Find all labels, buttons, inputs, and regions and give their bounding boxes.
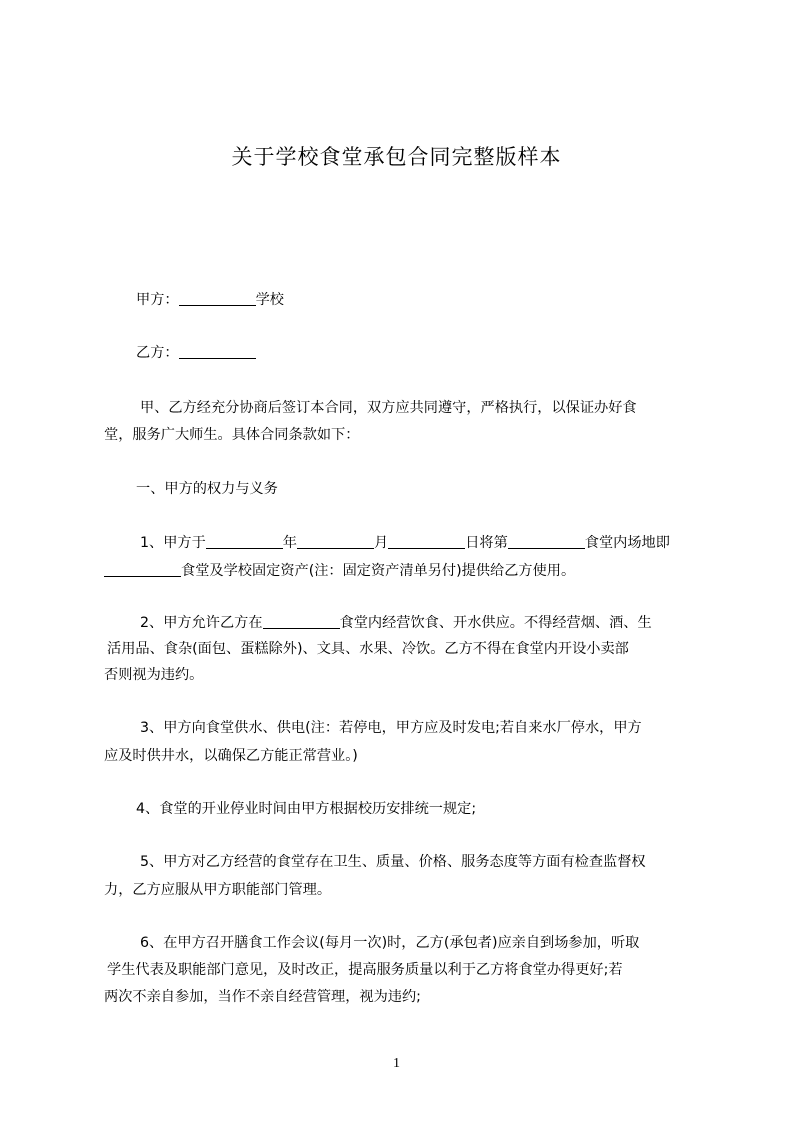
party-a-suffix: 学校 [255,292,284,308]
clause-2-prefix: 2、甲方允许乙方在 [140,615,263,631]
clause-3-line-1: 3、甲方向食堂供水、供电(注：若停电，甲方应及时发电;若自来水厂停水，甲方 [140,720,642,736]
page-number: 1 [393,1056,400,1071]
intro-line-1: 甲、乙方经充分协商后签订本合同，双方应共同遵守，严格执行，以保证办好食 [140,400,637,416]
clause-2-line-2: 活用品、食杂(面包、蛋糕除外)、文具、水果、冷饮。乙方不得在食堂内开设小卖部 [107,641,629,657]
clause-2-line-1-rest: 食堂内经营饮食、开水供应。不得经营烟、酒、生 [339,615,652,631]
clause-2-line-3: 否则视为违约。 [104,667,204,683]
clause-1-canteen-blank [104,560,181,577]
clause-1-year-blank [206,532,283,549]
clause-3-line-2: 应及时供井水，以确保乙方能正常营业。) [104,748,358,764]
clause-1-line-1 [140,529,750,557]
party-a-line [136,286,746,314]
clause-6-line-1: 6、在甲方召开膳食工作会议(每月一次)时，乙方(承包者)应亲自到场参加，听取 [140,935,640,951]
section-heading: 一、甲方的权力与义务 [136,481,278,497]
clause-1-day-text: 日将第 [465,535,508,551]
party-a-label: 甲方： [136,292,179,308]
party-b-blank [179,342,256,359]
clause-1-prefix: 1、甲方于 [140,535,206,551]
clause-1-month-blank [297,532,374,549]
clause-1-line-2 [104,557,714,585]
clause-1-day-blank [388,532,465,549]
clause-6-line-2: 学生代表及职能部门意见，及时改正，提高服务质量以利于乙方将食堂办得更好;若 [107,962,623,978]
clause-1-venue-text: 食堂内场地即 [584,535,670,551]
clause-1-year: 年 [282,535,297,551]
intro-line-2: 堂，服务广大师生。具体合同条款如下： [104,427,360,443]
party-b-label: 乙方： [136,345,179,361]
clause-5-line-1: 5、甲方对乙方经营的食堂存在卫生、质量、价格、服务态度等方面有检查监督权 [140,854,646,870]
clause-1-line-2-text: 食堂及学校固定资产(注：固定资产清单另付)提供给乙方使用。 [181,563,576,579]
clause-2-blank [263,612,340,629]
clause-6-line-3: 两次不亲自参加，当作不亲自经营管理，视为违约; [104,989,421,1005]
document-title: 关于学校食堂承包合同完整版样本 [231,145,562,169]
clause-5-line-2: 力，乙方应服从甲方职能部门管理。 [104,882,332,898]
clause-4-line-1: 4、食堂的开业停业时间由甲方根据校历安排统一规定; [136,801,477,817]
clause-1-number-blank [508,532,585,549]
clause-1-month: 月 [373,535,389,551]
party-b-line [136,339,746,367]
party-a-blank [179,289,256,306]
clause-2-line-1 [140,609,750,637]
